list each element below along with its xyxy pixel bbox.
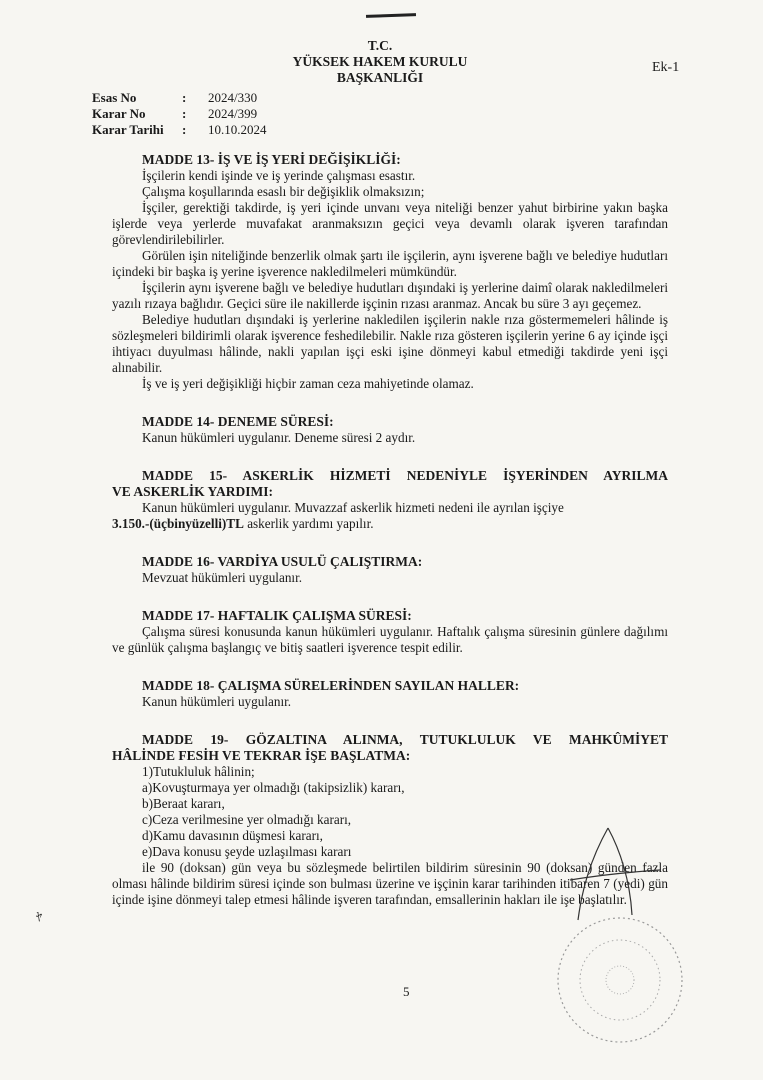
article-18-title: MADDE 18- ÇALIŞMA SÜRELERİNDEN SAYILAN HALLER: <box>142 678 520 693</box>
esas-label: Esas No <box>92 90 137 105</box>
annex-label: Ek-1 <box>652 60 680 75</box>
article-16-p1: Mevzuat hükümleri uygulanır. <box>142 570 303 585</box>
tarih-value: 10.10.2024 <box>208 122 267 137</box>
article-19-item: b)Beraat kararı, <box>142 796 225 811</box>
article-13-p2: Çalışma koşullarında esaslı bir değişiklik olmaksızın; <box>142 184 425 199</box>
article-19-title-cont: HÂLİNDE FESİH VE TEKRAR İŞE BAŞLATMA: <box>112 748 411 763</box>
side-mark: ﾔ <box>36 910 43 924</box>
article-17-title: MADDE 17- HAFTALIK ÇALIŞMA SÜRESİ: <box>142 608 412 623</box>
article-13-p1: İşçilerin kendi işinde ve iş yerinde çalışması esastır. <box>142 168 416 183</box>
article-15-p1-cont: 3.150.-(üçbinyüzelli)TL askerlik yardımı yapılır. <box>112 516 374 531</box>
karar-label: Karar No <box>92 106 146 121</box>
article-17-p1: Çalışma süresi konusunda kanun hükümleri uygulanır. Haftalık çalışma süresinin günlere dağılımı ve günlük çalışma başlangıç ve bitiş saatleri işverence tespit edilir. <box>112 624 668 655</box>
article-15-title: MADDE 15- ASKERLİK HİZMETİ NEDENİYLE İŞYERİNDEN AYRILMA <box>142 468 668 483</box>
header-line-1: T.C. <box>367 38 393 53</box>
article-19-item: a)Kovuşturmaya yer olmadığı (takipsizlik) kararı, <box>142 780 405 795</box>
tarih-label: Karar Tarihi <box>92 122 164 137</box>
header-line-3: BAŞKANLIĞI <box>336 70 424 85</box>
article-19-title: MADDE 19- GÖZALTINA ALINMA, TUTUKLULUK VE MAHKÛMİYET <box>142 732 668 747</box>
article-13-title: MADDE 13- İŞ VE İŞ YERİ DEĞİŞİKLİĞİ: <box>142 152 401 167</box>
esas-value: 2024/330 <box>208 90 258 105</box>
article-19-item: d)Kamu davasının düşmesi kararı, <box>142 828 323 843</box>
karar-value: 2024/399 <box>208 106 258 121</box>
article-13-p6: Belediye hudutları dışındaki iş yerlerine nakledilen işçilerin nakle rıza göstermemeleri hâlinde iş sözleşmeleri bildirimli olarak işverence feshedilebilir. Nakle rıza gösteren işçilerin yerine 6 ay içinde işçi ihtiyacı duyulması hâlinde, nakli yapılan işçi eski işine dönmeyi kabul etmediği takdirde yeni işçi alınabilir. <box>112 312 668 375</box>
article-19-item: c)Ceza verilmesine yer olmadığı kararı, <box>142 812 352 827</box>
document-body <box>112 152 668 908</box>
article-13-p4: Görülen işin niteliğinde benzerlik olmak şartı ile işçilerin, aynı işverene bağlı ve belediye hudutları içindeki bir başka iş yerine işverence nakledilmeleri mümkündür. <box>112 248 668 279</box>
header-line-2: YÜKSEK HAKEM KURULU <box>292 54 468 69</box>
article-13-p3: İşçiler, gerektiği takdirde, iş yeri içinde unvanı veya niteliği benzer yahut birbirine yakın başka işlerde veya yerlerde muvafakat aranmaksızın geçici veya devamlı olarak işveren tarafından görevlendirilebilirler. <box>112 200 668 247</box>
article-15-p1: Kanun hükümleri uygulanır. Muvazzaf askerlik hizmeti nedeni ile ayrılan işçiye <box>142 500 564 515</box>
top-mark <box>366 13 416 18</box>
article-15-title-cont: VE ASKERLİK YARDIMI: <box>112 484 274 499</box>
seal-stamp-icon <box>540 900 700 1060</box>
article-14-title: MADDE 14- DENEME SÜRESİ: <box>142 414 334 429</box>
article-19-item: e)Dava konusu şeyde uzlaşılması kararı <box>142 844 352 859</box>
article-13-p7: İş ve iş yeri değişikliği hiçbir zaman ceza mahiyetinde olamaz. <box>142 376 474 391</box>
military-aid-amount: 3.150.-(üçbinyüzelli)TL <box>112 516 244 531</box>
article-14-p1: Kanun hükümleri uygulanır. Deneme süresi 2 aydır. <box>142 430 416 445</box>
article-13-p5: İşçilerin aynı işverene bağlı ve belediye hudutları dışındaki iş yerlerine daimî olarak nakledilmeleri yazılı rızaya bağlıdır. Geçici süre ile nakillerde işçinin rızası aranmaz. Ancak bu süre 3 ayı geçemez. <box>112 280 668 311</box>
article-19-item: 1)Tutukluluk hâlinin; <box>142 764 255 779</box>
document-header <box>250 38 510 86</box>
page-number: 5 <box>403 984 410 999</box>
article-16-title: MADDE 16- VARDİYA USULÜ ÇALIŞTIRMA: <box>142 554 423 569</box>
article-18-p1: Kanun hükümleri uygulanır. <box>142 694 292 709</box>
article-19-closing: ile 90 (doksan) gün veya bu sözleşmede belirtilen bildirim süresinin 90 (doksan) günden fazla olması hâlinde bildirim süresi içinde son bulması üzerine ve işçinin karar tarihinden itibaren 7 (yedi) gün içinde işine dönmeyi talep etmesi hâlinde işveren tarafından, emsallerinin hakları ile işe başlatılır. <box>112 860 668 907</box>
case-meta: Esas No : 2024/330 Karar No : 2024/399 Karar Tarihi : 10.10.2024 <box>92 90 267 137</box>
